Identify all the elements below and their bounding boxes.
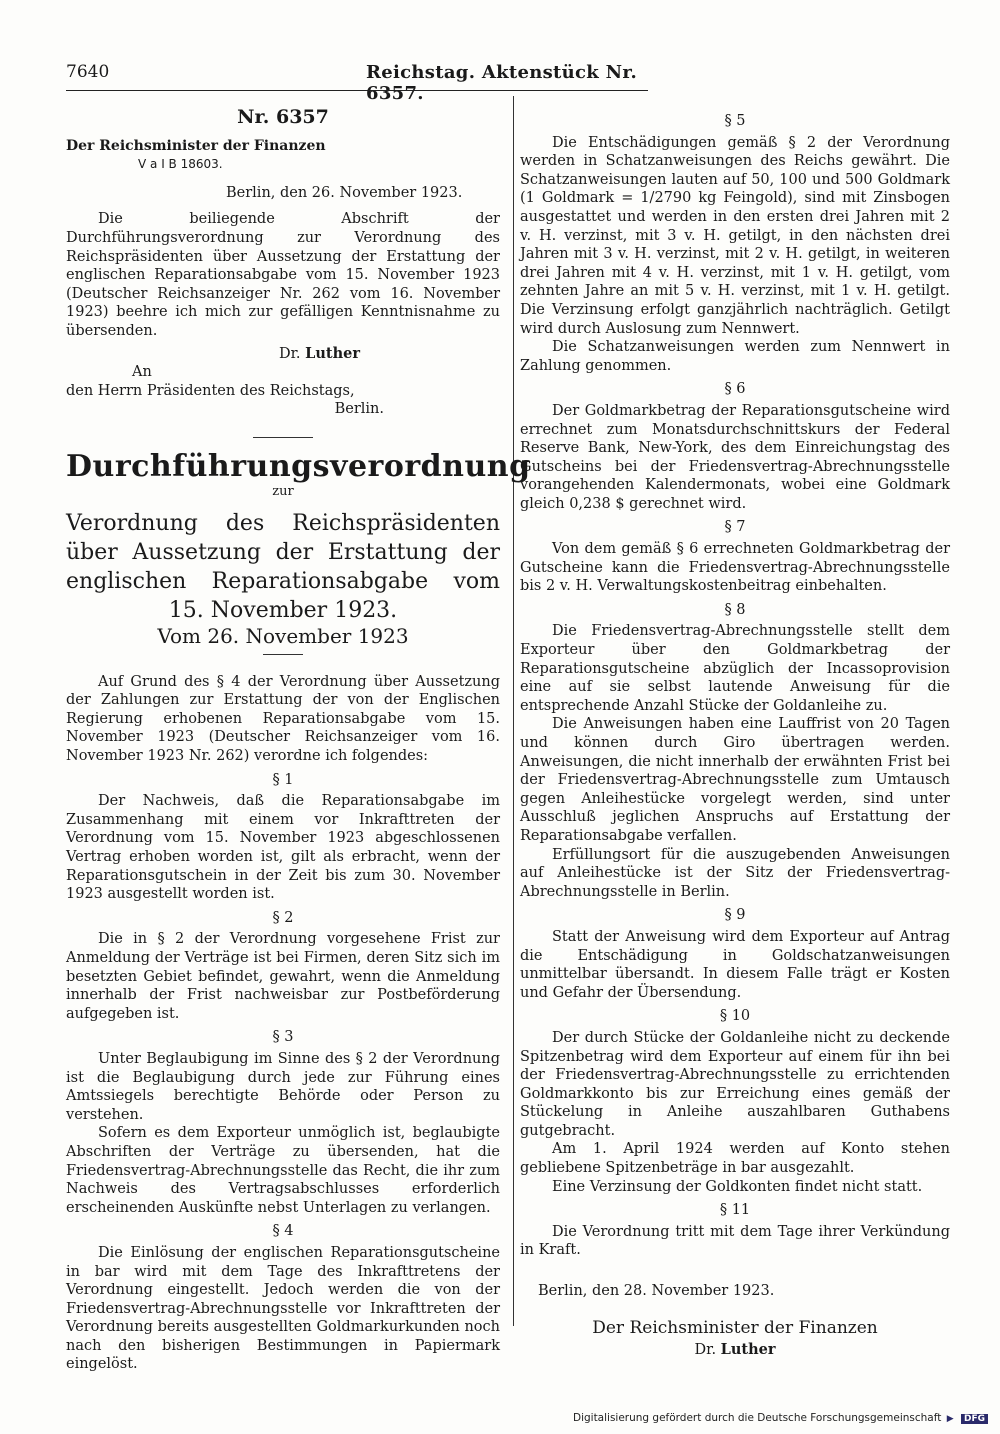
decree-zur: zur bbox=[272, 483, 294, 499]
section-heading: § 5 bbox=[724, 113, 746, 129]
separator bbox=[263, 654, 303, 655]
section-8-text-b: Die Anweisungen haben eine Lauffrist von 20 Tagen und können durch Giro übertragen werden. Anweisungen, die nicht innerhalb der erwähnten Frist bei der Friedensvertrag-Abrechnungsstelle zum Umtausch gegen Anleihestücke vorgelegt werden, sind unter Ausschluß jeglichen Anspruchs auf Erstattung der Reparationsabgabe verfallen. bbox=[520, 716, 950, 844]
footer-credit bbox=[573, 1412, 988, 1424]
column-divider bbox=[513, 96, 514, 1326]
section-10-text-a: Der durch Stücke der Goldanleihe nicht zu deckende Spitzenbetrag wird dem Exporteur auf einem für ihn bei der Friedensvertrag-Abrechnungsstelle zu errichtenden Goldmarkkonto bis zur Erreichung eines gemäß der Stückelung in Anleihe auszahlbaren Guthabens gutgebracht. bbox=[520, 1029, 950, 1139]
section-10-text-b: Am 1. April 1924 werden auf Konto stehen gebliebene Spitzenbeträge in bar ausgezahlt. bbox=[520, 1141, 950, 1177]
section-heading: § 10 bbox=[719, 1008, 751, 1025]
section-8-text-a: Die Friedensvertrag-Abrechnungsstelle stellt dem Exporteur über den Goldmarkbetrag der Reparationsgutscheine abzüglich der Incassoprovision eine auf sie selbst lautende Anweisung für die entsprechende Anzahl Stücke der Goldanleihe zu. bbox=[520, 623, 950, 714]
signature-title: Dr. bbox=[278, 345, 301, 362]
section-3-text-a: Unter Beglaubigung im Sinne des § 2 der Verordnung ist die Beglaubigung durch jede zur Führung eines Amtssiegels berechtigte Behörde oder Person zu verstehen. bbox=[66, 1050, 500, 1123]
final-signer-title: Der Reichsminister der Finanzen bbox=[592, 1317, 878, 1338]
section-8-text-c: Erfüllungsort für die auszugebenden Anweisungen auf Anleihestücke ist der Sitz der Friedensvertrag-Abrechnungsstelle in Berlin. bbox=[520, 846, 950, 900]
decree-date: Vom 26. November 1923 bbox=[157, 624, 409, 649]
section-heading: § 2 bbox=[272, 909, 294, 926]
address-line-1: An bbox=[132, 364, 152, 381]
address-line-3: Berlin. bbox=[334, 401, 384, 418]
section-5-text-a: Die Entschädigungen gemäß § 2 der Verordnung werden in Schatzanweisungen des Reichs gewährt. Die Schatzanweisungen lauten auf 50, 100 und 500 Goldmark (1 Goldmark = 1/2790 kg Feingold), sind mit Zinsbogen ausgestattet und werden in den ersten drei Jahren mit 2 v. H. verzinst, mit 3 v. H. getilgt, in den nächsten drei Jahren mit 3 v. H. verzinst, mit 2 v. H. getilgt, in weiteren drei Jahren mit 4 v. H. verzinst, mit 1 v. H. getilgt, vom zehnten Jahre an mit 5 v. H. verzinst, mit 1 v. H. getilgt. Die Verzinsung erfolgt ganzjährlich nachträglich. Getilgt wird durch Auslosung zum Nennwert. bbox=[520, 134, 950, 337]
right-column bbox=[520, 108, 950, 1360]
sender: Der Reichsminister der Finanzen bbox=[66, 137, 326, 154]
section-heading: § 9 bbox=[724, 907, 746, 924]
final-signer-name: Luther bbox=[720, 1341, 776, 1359]
dfg-logo: DFG bbox=[961, 1414, 988, 1424]
separator bbox=[253, 437, 313, 438]
arrow-icon: ▶ bbox=[946, 1414, 954, 1424]
page-number: 7640 bbox=[66, 62, 110, 82]
decree-subtitle: Verordnung des Reichspräsidenten über Aussetzung der Erstattung der englischen Reparationsabgabe vom 15. November 1923. bbox=[66, 511, 500, 624]
decree-intro: Auf Grund des § 4 der Verordnung über Aussetzung der Zahlungen zur Erstattung der von der Englischen Regierung erhobenen Reparationsabgabe vom 15. November 1923 (Deutscher Reichsanzeiger vom 16. November 1923 Nr. 262) verordne ich folgendes: bbox=[66, 673, 500, 765]
section-11-text: Die Verordnung tritt mit dem Tage ihrer Verkündung in Kraft. bbox=[520, 1223, 950, 1259]
section-9-text: Statt der Anweisung wird dem Exporteur auf Antrag die Entschädigung in Goldschatzanweisungen unmittelbar übersandt. In diesem Falle trägt er Kosten und Gefahr der Übersendung. bbox=[520, 928, 950, 1001]
header-rule bbox=[66, 90, 648, 91]
final-signer-prefix: Dr. bbox=[694, 1342, 717, 1359]
section-7-text: Von dem gemäß § 6 errechneten Goldmarkbetrag der Gutscheine kann die Friedensvertrag-Abrechnungsstelle bis 2 v. H. Verwaltungskostenbeitrag einbehalten. bbox=[520, 541, 950, 595]
document-number: Nr. 6357 bbox=[237, 106, 329, 128]
left-column bbox=[66, 106, 531, 1374]
section-2-text: Die in § 2 der Verordnung vorgesehene Frist zur Anmeldung der Verträge ist bei Firmen, deren Sitz sich im besetzten Gebiet befindet, gewahrt, wenn die Anmeldung innerhalb der Frist nachweisbar zur Postbeförderung aufgegeben ist. bbox=[66, 931, 500, 1022]
letter-signature bbox=[66, 345, 500, 364]
final-date: Berlin, den 28. November 1923. bbox=[538, 1283, 775, 1300]
page-title: Reichstag. Aktenstück Nr. 6357. bbox=[366, 62, 638, 104]
section-heading: § 8 bbox=[724, 601, 746, 618]
address-line-2: den Herrn Präsidenten des Reichstags, bbox=[66, 382, 355, 399]
section-4-text: Die Einlösung der englischen Reparationsgutscheine in bar wird mit dem Tage des Inkrafttretens der Verordnung eingestellt. Jedoch werden die von der Friedensvertrag-Abrechnungsstelle vor Inkrafttreten der Verordnung bereits ausgestellten Goldmarkurkunden noch nach den bisherigen Bestimmungen in Papiermark eingelöst. bbox=[66, 1244, 500, 1373]
section-heading: § 3 bbox=[272, 1029, 294, 1046]
section-heading: § 4 bbox=[272, 1223, 294, 1240]
section-heading: § 1 bbox=[272, 771, 294, 788]
section-3-text-b: Sofern es dem Exporteur unmöglich ist, beglaubigte Abschriften der Verträge zu übersenden, hat die Friedensvertrag-Abrechnungsstelle das Recht, die ihr zum Nachweis des Vertragsabschlusses erforderlich erscheinenden Auskünfte nebst Unterlagen zu verlangen. bbox=[66, 1125, 500, 1216]
section-heading: § 11 bbox=[719, 1202, 751, 1219]
letter-date: Berlin, den 26. November 1923. bbox=[226, 184, 463, 201]
reference-number: V a I B 18603. bbox=[138, 157, 223, 172]
page-header bbox=[66, 60, 646, 104]
letter-body: Die beiliegende Abschrift der Durchführungsverordnung zur Verordnung des Reichspräsidenten über Aussetzung der Erstattung der englischen Reparationsabgabe vom 15. November 1923 (Deutscher Reichsanzeiger Nr. 262 vom 16. November 1923) beehre ich mich zur gefälligen Kenntnisnahme zu übersenden. bbox=[66, 211, 500, 339]
section-heading: § 7 bbox=[724, 519, 746, 536]
section-6-text: Der Goldmarkbetrag der Reparationsgutscheine wird errechnet zum Monatsdurchschnittskurs der Federal Reserve Bank, New-York, des dem Einreichungstag des Gutscheins bei der Friedensvertrag-Abrechnungsstelle vorangehenden Kalendermonats, wobei eine Goldmark gleich 0,238 $ gerechnet wird. bbox=[520, 402, 950, 512]
final-signature bbox=[520, 1341, 950, 1360]
section-1-text: Der Nachweis, daß die Reparationsabgabe im Zusammenhang mit einem vor Inkrafttreten der Verordnung vom 15. November 1923 abgeschlossenen Vertrag erhoben worden ist, gilt als erbracht, wenn der Reparationsgutschein in der Zeit bis zum 30. November 1923 ausgestellt worden ist. bbox=[66, 793, 500, 903]
signature-name: Luther bbox=[305, 344, 360, 362]
section-10-text-c: Eine Verzinsung der Goldkonten findet nicht statt. bbox=[552, 1178, 923, 1195]
decree-title: Durchführungsverordnung bbox=[66, 448, 531, 484]
section-5-text-b: Die Schatzanweisungen werden zum Nennwert in Zahlung genommen. bbox=[520, 339, 950, 374]
footer-text: Digitalisierung gefördert durch die Deutsche Forschungsgemeinschaft bbox=[572, 1412, 942, 1424]
section-heading: § 6 bbox=[724, 381, 746, 398]
